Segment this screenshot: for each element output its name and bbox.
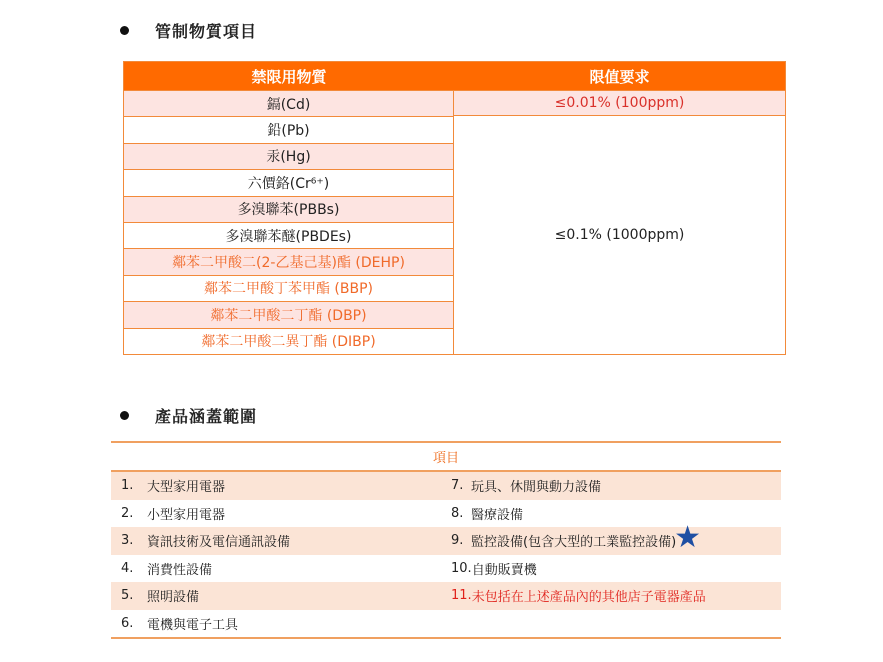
- table-row: [111, 519, 781, 555]
- item-number: 4.: [121, 560, 134, 576]
- item-number: 11.: [451, 588, 472, 604]
- table-row: 鄰苯二甲酸二丁酯 (DBP): [124, 301, 454, 327]
- star-icon: ★: [674, 519, 702, 555]
- table-row: [111, 472, 781, 500]
- table-row: 汞(Hg): [124, 143, 454, 169]
- table-header: 項目: [111, 443, 781, 472]
- item-text: 照明設備: [147, 590, 200, 606]
- list-item: [451, 476, 781, 495]
- table-row: 鄰苯二甲酸丁苯甲酯 (BBP): [124, 275, 454, 301]
- table-row: 鎘(Cd): [124, 90, 454, 116]
- table-row: 鄰苯二甲酸二(2-乙基己基)酯 (DEHP): [124, 248, 454, 274]
- list-item: [451, 519, 781, 555]
- section2-heading: [120, 404, 257, 427]
- list-item: [111, 614, 451, 633]
- limit-cd: ≤0.01% (100ppm): [454, 90, 785, 116]
- item-text: 消費性設備: [147, 562, 213, 578]
- item-text: 玩具、休閒與動力設備: [471, 480, 602, 496]
- item-number: 5.: [121, 588, 134, 604]
- item-text: 監控設備(包含大型的工業監控設備): [471, 535, 677, 551]
- item-number: 3.: [121, 533, 134, 549]
- item-text: 自動販賣機: [471, 562, 537, 578]
- item-text: 未包括在上述產品內的其他店子電器產品: [471, 590, 706, 606]
- item-number: 7.: [451, 478, 464, 494]
- item-text: 資訊技術及電信通訊設備: [147, 535, 291, 551]
- table-row: 鄰苯二甲酸二異丁酯 (DIBP): [124, 328, 454, 354]
- item-text: 醫療設備: [471, 507, 524, 523]
- product-scope-table: [111, 441, 781, 639]
- table-row: [111, 582, 781, 610]
- header-substance: 禁限用物質: [251, 67, 327, 86]
- limit-others: ≤0.1% (1000ppm): [554, 227, 685, 244]
- table-row: [111, 555, 781, 583]
- item-text: 大型家用電器: [147, 480, 226, 496]
- section2-title: 產品涵蓋範圍: [155, 407, 258, 426]
- list-item: [111, 476, 451, 495]
- list-item: [451, 559, 781, 578]
- item-number: 1.: [121, 478, 134, 494]
- item-number: 8.: [451, 505, 464, 521]
- list-item: [111, 559, 451, 578]
- item-number: 6.: [121, 615, 134, 631]
- list-item: [111, 531, 451, 550]
- table-row: 鉛(Pb): [124, 116, 454, 142]
- substance-column: [124, 90, 454, 354]
- item-number: 2.: [121, 505, 134, 521]
- bullet-icon: [120, 411, 129, 420]
- controlled-substances-table: [123, 61, 786, 355]
- list-item: [111, 504, 451, 523]
- list-item: [111, 586, 451, 605]
- table-row: 多溴聯苯醚(PBDEs): [124, 222, 454, 248]
- table-row: 多溴聯苯(PBBs): [124, 196, 454, 222]
- item-number: 10.: [451, 560, 472, 576]
- item-text: 電機與電子工具: [147, 617, 239, 633]
- table-row: [111, 610, 781, 638]
- list-item-highlight: [451, 586, 781, 605]
- bullet-icon: [120, 26, 129, 35]
- list-item: [451, 504, 781, 523]
- item-number: 9.: [451, 533, 464, 549]
- section1-title: 管制物質項目: [155, 22, 258, 41]
- section1-heading: [120, 19, 257, 42]
- item-text: 小型家用電器: [147, 507, 226, 523]
- header-limit: 限值要求: [589, 67, 650, 86]
- table-header: [124, 62, 785, 90]
- table-row: 六價鉻(Cr⁶⁺): [124, 169, 454, 195]
- limit-column: [454, 90, 785, 354]
